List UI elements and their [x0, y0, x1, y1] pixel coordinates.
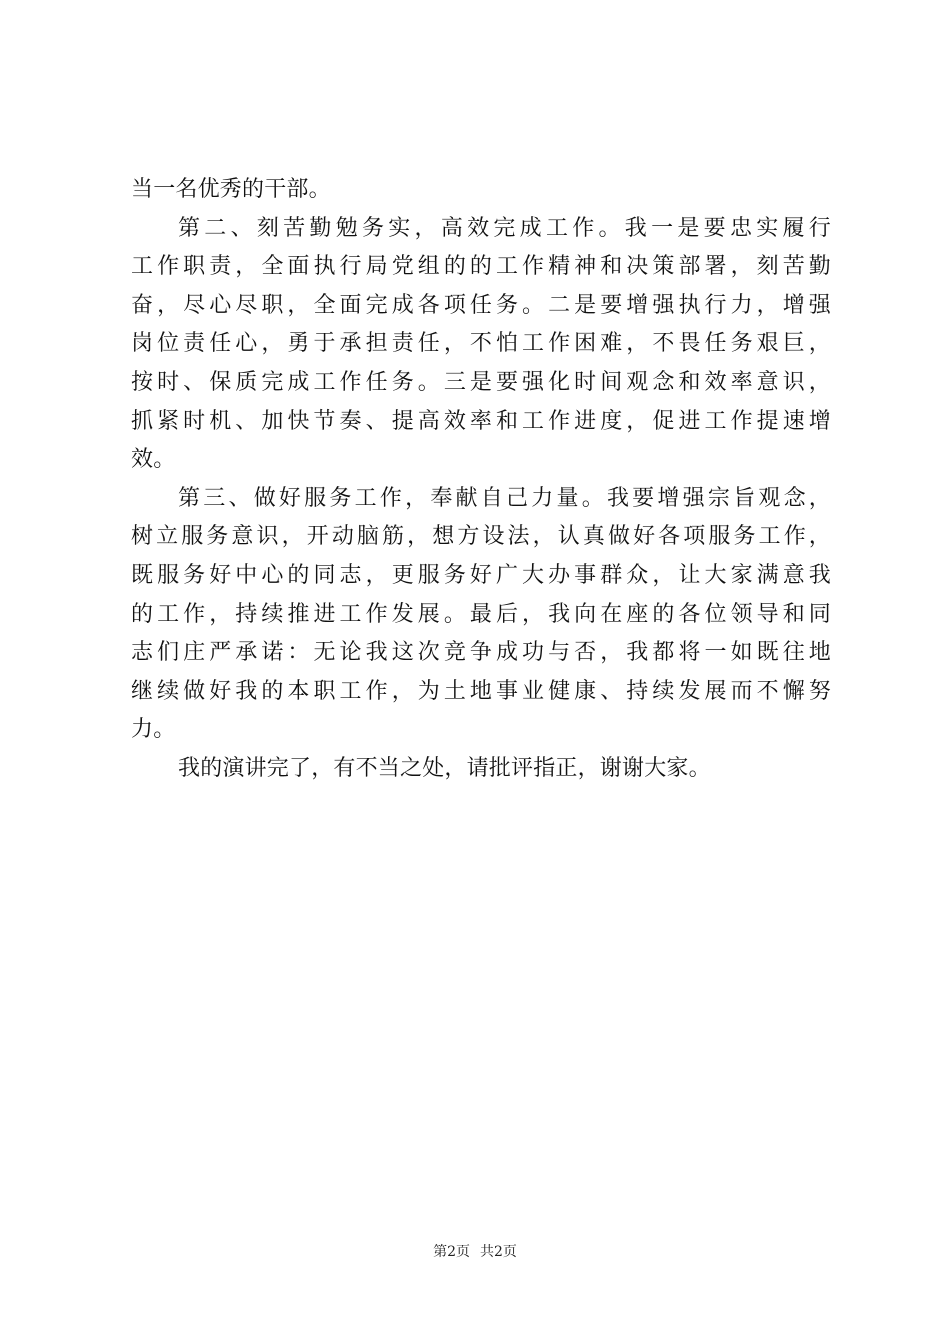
text-line: 奋，尽心尽职，全面完成各项任务。二是要增强执行力，增强	[131, 292, 831, 318]
text-line: 当一名优秀的干部。	[131, 177, 331, 202]
page-footer	[0, 1242, 950, 1262]
text-line: 既服务好中心的同志，更服务好广大办事群众，让大家满意我	[131, 562, 831, 588]
page-total: 共2页	[480, 1244, 517, 1260]
text-line: 的工作，持续推进工作发展。最后，我向在座的各位领导和同	[131, 601, 831, 627]
paragraph-start-line: 我的演讲完了，有不当之处，请批评指正，谢谢大家。	[178, 755, 711, 781]
text-line: 力。	[131, 717, 176, 743]
text-line: 按时、保质完成工作任务。三是要强化时间观念和效率意识，	[131, 369, 831, 395]
paragraph-start-line: 第二、刻苦勤勉务实，高效完成工作。我一是要忠实履行	[178, 215, 831, 241]
page-number: 第2页	[433, 1244, 470, 1260]
text-line: 抓紧时机、加快节奏、提高效率和工作进度，促进工作提速增	[131, 408, 831, 434]
text-line: 继续做好我的本职工作，为土地事业健康、持续发展而不懈努	[131, 678, 831, 704]
text-line: 树立服务意识，开动脑筋，想方设法，认真做好各项服务工作，	[131, 524, 831, 550]
body-text	[131, 171, 831, 789]
text-line: 志们庄严承诺：无论我这次竞争成功与否，我都将一如既往地	[131, 640, 831, 666]
paragraph-start-line: 第三、做好服务工作，奉献自己力量。我要增强宗旨观念，	[178, 485, 831, 511]
text-line: 岗位责任心，勇于承担责任，不怕工作困难，不畏任务艰巨，	[131, 331, 831, 357]
text-line: 效。	[131, 447, 176, 473]
text-line: 工作职责，全面执行局党组的的工作精神和决策部署，刻苦勤	[131, 254, 831, 280]
